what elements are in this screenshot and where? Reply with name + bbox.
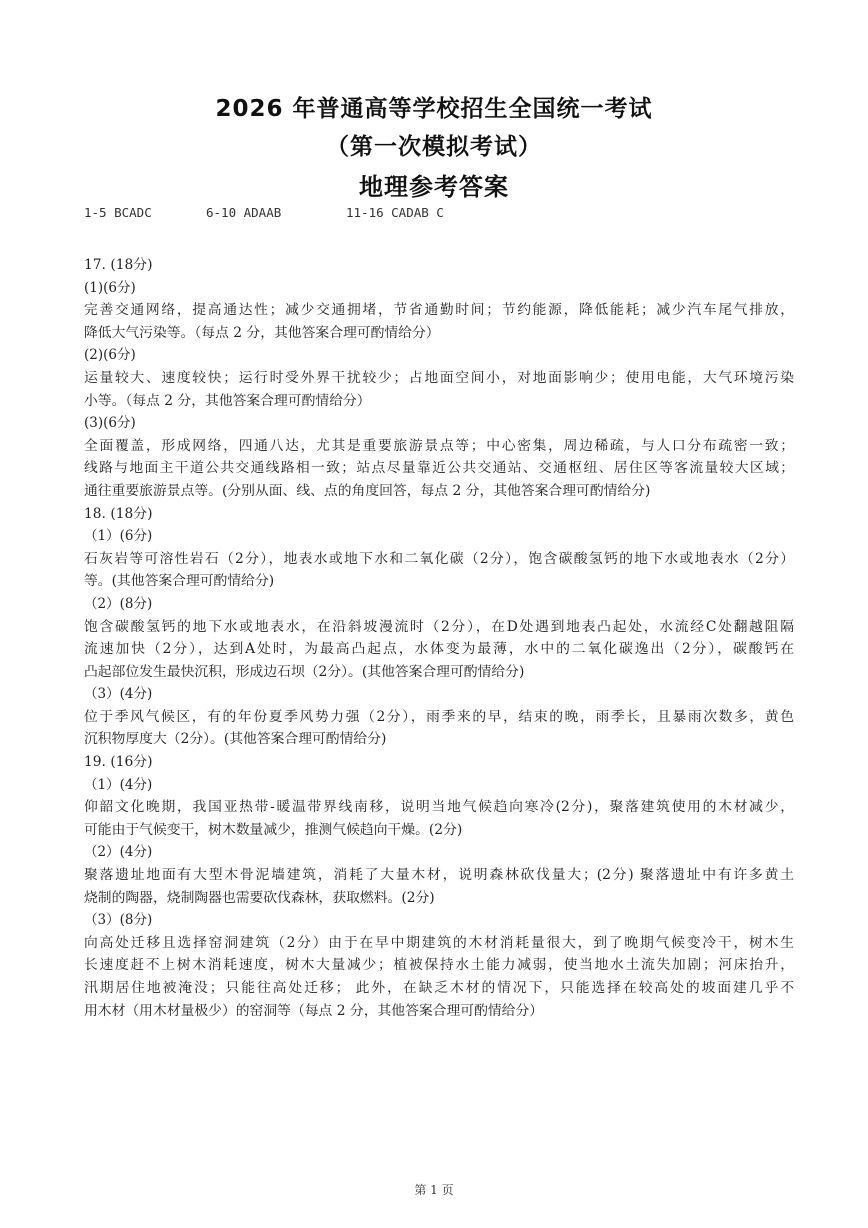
q18-part2-heading: （2）(8分): [84, 595, 153, 612]
answer-line: 运量较大、速度较快；运行时受外界干扰较少；占地面空间小，对地面影响少；使用电能，大气环境污染: [84, 369, 794, 386]
q17-part2-heading: (2)(6分): [84, 347, 136, 364]
answer-line: 石灰岩等可溶性岩石（2分），地表水或地下水和二氧化碳（2分），饱含碳酸氢钙的地下水或地表水（2分）: [84, 550, 794, 567]
answer-line: 向高处迁移且选择窑洞建筑（2分）由于在早中期建筑的木材消耗量很大，到了晚期气候变冷干，树木生: [84, 934, 794, 951]
answer-line: 烧制的陶器，烧制陶器也需要砍伐森林，获取燃料。(2分): [84, 889, 435, 906]
q17-part3-heading: (3)(6分): [84, 415, 136, 432]
answer-line: 等。(其他答案合理可酌情给分): [84, 573, 275, 590]
q19-heading: 19. (16分): [84, 754, 153, 771]
answer-line: 线路与地面主干道公共交通线路相一致；站点尽量靠近公共交通站、交通枢纽、居住区等客流量较大区域；: [84, 460, 794, 477]
q17-heading: 17. (18分): [84, 257, 153, 273]
q19-part2-heading: （2）(4分): [84, 844, 153, 861]
q18-part3-heading: （3）(4分): [84, 686, 153, 703]
mc-group-2: 6-10 ADAAB: [206, 205, 282, 220]
mc-group-1: 1-5 BCADC: [84, 205, 152, 220]
mc-group-3: 11-16 CADAB C: [346, 205, 444, 220]
q18-heading: 18. (18分): [84, 505, 153, 522]
answer-line: 汛期居住地被淹没；只能往高处迁移； 此外，在缺乏木材的情况下，只能选择在较高处的坡面建几乎不: [84, 980, 794, 996]
answer-line: 全面覆盖，形成网络，四通八达，尤其是重要旅游景点等；中心密集，周边稀疏，与人口分布疏密一致；: [84, 437, 794, 454]
answer-body: [84, 254, 794, 1022]
answer-line: 完善交通网络，提高通达性；减少交通拥堵，节省通勤时间；节约能源，降低能耗；减少汽车尾气排放，: [84, 302, 794, 319]
answer-line: 小等。（每点 2 分，其他答案合理可酌情给分）: [84, 392, 371, 409]
answer-line: 凸起部位发生最快沉积，形成边石坝（2分）。(其他答案合理可酌情给分): [84, 663, 525, 680]
answer-line: 沉积物厚度大（2分）。(其他答案合理可酌情给分): [84, 731, 387, 748]
exam-title: 2026 年普通高等学校招生全国统一考试: [215, 96, 653, 122]
document-title: 地理参考答案: [359, 173, 509, 201]
answer-line: 饱含碳酸氢钙的地下水或地表水，在沿斜坡漫流时（2分），在D处遇到地表凸起处，水流经C处翻越阻隔: [84, 618, 794, 635]
answer-line: 用木材（用木材量极少）的窑洞等（每点 2 分，其他答案合理可酌情给分）: [84, 1002, 544, 1019]
exam-subtitle: （第一次模拟考试）: [326, 134, 542, 160]
answer-line: 流速加快（2分），达到A处时，为最高凸起点，水体变为最薄，水中的二氧化碳逸出（2分），碳酸钙在: [84, 641, 794, 658]
q19-part3-heading: （3）(8分): [84, 912, 153, 929]
answer-line: 通往重要旅游景点等。(分别从面、线、点的角度回答，每点 2 分，其他答案合理可酌情给分): [84, 482, 651, 499]
answer-line: 长速度赶不上树木消耗速度，树木大量减少；植被保持水土能力减弱，使当地水土流失加剧；河床抬升，: [84, 957, 794, 974]
q19-part1-heading: （1）(4分): [84, 776, 153, 793]
answer-line: 聚落遗址地面有大型木骨泥墙建筑，消耗了大量木材，说明森林砍伐量大；(2分) 聚落遗址中有许多黄土: [84, 867, 794, 884]
answer-line: 位于季风气候区，有的年份夏季风势力强（2分），雨季来的早，结束的晚，雨季长，且暴雨次数多，黄色: [84, 708, 794, 725]
answer-line: 可能由于气候变干，树木数量减少，推测气候趋向干燥。(2分): [84, 821, 463, 838]
q17-part1-heading: (1)(6分): [84, 279, 136, 296]
q18-part1-heading: （1）(6分): [84, 528, 153, 545]
answer-line: 降低大气污染等。（每点 2 分，其他答案合理可酌情给分）: [84, 324, 440, 341]
answer-line: 仰韶文化晚期，我国亚热带-暖温带界线南移，说明当地气候趋向寒冷(2分)，聚落建筑使用的木材减少，: [84, 799, 794, 816]
page-number: 第 1 页: [414, 1183, 454, 1197]
